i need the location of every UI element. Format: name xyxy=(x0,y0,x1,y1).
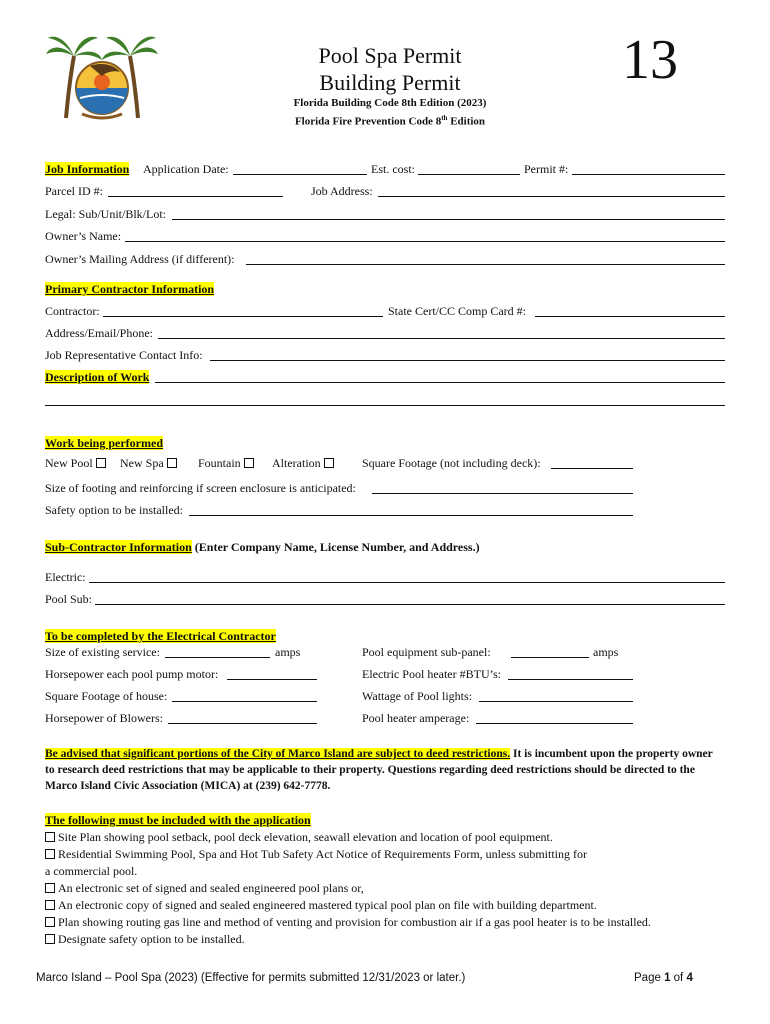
description-row xyxy=(45,370,149,385)
contractor-label: Contractor: xyxy=(45,304,100,318)
work-heading-row xyxy=(45,436,163,451)
requirements-heading-row xyxy=(45,813,311,828)
sub-panel-unit: amps xyxy=(593,645,619,659)
new-spa-option[interactable]: New Spa xyxy=(120,456,180,471)
fire-code-line: Florida Fire Prevention Code 8th Edition xyxy=(294,114,486,128)
checkbox-icon[interactable] xyxy=(167,458,177,468)
checkbox-icon[interactable] xyxy=(45,849,55,859)
list-item: An electronic set of signed and sealed engineered pool plans or, xyxy=(45,880,735,897)
sub-panel-label: Pool equipment sub-panel: xyxy=(362,645,491,659)
sub-panel-field[interactable] xyxy=(511,645,589,658)
legal-field[interactable] xyxy=(172,207,725,220)
heater-amperage-label: Pool heater amperage: xyxy=(362,711,470,725)
electrical-heading-row xyxy=(45,629,276,644)
application-date-label: Application Date: xyxy=(143,162,229,176)
subcontractor-heading-row xyxy=(45,540,480,555)
pump-hp-label: Horsepower each pool pump motor: xyxy=(45,667,219,681)
job-rep-label: Job Representative Contact Info: xyxy=(45,348,203,362)
house-sqft-field[interactable] xyxy=(172,689,317,702)
house-sqft-label: Square Footage of house: xyxy=(45,689,168,703)
description-heading: Description of Work xyxy=(45,370,150,384)
owners-mailing-label: Owner’s Mailing Address (if different): xyxy=(45,252,235,266)
electric-field[interactable] xyxy=(89,570,725,583)
footing-field[interactable] xyxy=(372,481,633,494)
permit-number-label: Permit #: xyxy=(524,162,569,176)
checkbox-icon[interactable] xyxy=(45,883,55,893)
square-footage-label: Square Footage (not including deck): xyxy=(362,456,541,470)
contractor-heading: Primary Contractor Information xyxy=(45,282,215,296)
footing-label: Size of footing and reinforcing if screen enclosure is anticipated: xyxy=(45,481,356,495)
deed-restriction-text: It is incumbent upon the property owner to research deed restrictions that may be applicable to their property. Questions regarding deed restrictions should be directed to the Marco Island Civic Association (MICA) at (239) 642-7778. xyxy=(45,748,713,792)
footer-left: Marco Island – Pool Spa (2023) (Effective for permits submitted 12/31/2023 or later.) xyxy=(36,972,466,984)
title-line-1: Pool Spa Permit xyxy=(318,43,462,68)
subcontractor-heading: Sub-Contractor Information xyxy=(45,540,192,554)
city-seal-logo xyxy=(44,26,160,122)
job-address-field[interactable] xyxy=(378,184,725,197)
electric-label: Electric: xyxy=(45,570,86,584)
checkbox-icon[interactable] xyxy=(45,832,55,842)
heater-btu-label: Electric Pool heater #BTU’s: xyxy=(362,667,501,681)
checkbox-icon[interactable] xyxy=(244,458,254,468)
parcel-id-field[interactable] xyxy=(108,184,283,197)
requirements-list xyxy=(45,829,735,948)
checkbox-icon[interactable] xyxy=(96,458,106,468)
legal-label: Legal: Sub/Unit/Blk/Lot: xyxy=(45,207,166,221)
work-heading: Work being performed xyxy=(45,436,163,450)
building-code-line: Florida Building Code 8th Edition (2023) xyxy=(293,97,487,109)
owners-name-label: Owner’s Name: xyxy=(45,229,122,243)
est-cost-field[interactable] xyxy=(418,162,520,175)
owners-name-field[interactable] xyxy=(125,229,725,242)
existing-service-field[interactable] xyxy=(165,645,270,658)
pool-sub-label: Pool Sub: xyxy=(45,592,93,606)
address-email-phone-label: Address/Email/Phone: xyxy=(45,326,153,340)
code-editions xyxy=(250,96,530,130)
contractor-heading-row xyxy=(45,282,214,297)
new-pool-option[interactable]: New Pool xyxy=(45,456,109,471)
list-item: An electronic copy of signed and sealed engineered mastered typical pool plan on file with building department. xyxy=(45,897,735,914)
checkbox-icon[interactable] xyxy=(45,917,55,927)
blowers-hp-label: Horsepower of Blowers: xyxy=(45,711,163,725)
subcontractor-note: (Enter Company Name, License Number, and Address.) xyxy=(191,540,480,554)
list-item: Residential Swimming Pool, Spa and Hot Tub Safety Act Notice of Requirements Form, unless submitting for xyxy=(45,846,735,863)
checkbox-icon[interactable] xyxy=(45,900,55,910)
address-email-phone-field[interactable] xyxy=(158,326,725,339)
alteration-option[interactable]: Alteration xyxy=(272,456,337,471)
existing-service-unit: amps xyxy=(275,645,301,659)
square-footage-field[interactable] xyxy=(551,456,633,469)
blowers-hp-field[interactable] xyxy=(168,711,317,724)
fountain-option[interactable]: Fountain xyxy=(198,456,257,471)
requirements-heading: The following must be included with the application xyxy=(45,813,311,827)
job-info-heading: Job Information xyxy=(45,162,130,176)
electrical-heading: To be completed by the Electrical Contractor xyxy=(45,629,276,643)
permit-number-field[interactable] xyxy=(572,162,725,175)
application-date-field[interactable] xyxy=(233,162,367,175)
lights-wattage-label: Wattage of Pool lights: xyxy=(362,689,473,703)
existing-service-label: Size of existing service: xyxy=(45,645,160,659)
page-title xyxy=(250,42,530,96)
lights-wattage-field[interactable] xyxy=(479,689,633,702)
pool-sub-field[interactable] xyxy=(95,592,725,605)
contractor-field[interactable] xyxy=(103,304,383,317)
state-cert-field[interactable] xyxy=(535,304,725,317)
page-number: Page 1 of 4 xyxy=(634,972,693,984)
parcel-id-label: Parcel ID #: xyxy=(45,184,103,198)
checkbox-icon[interactable] xyxy=(324,458,334,468)
description-field-2[interactable] xyxy=(45,393,725,406)
state-cert-label: State Cert/CC Comp Card #: xyxy=(388,304,526,318)
safety-field[interactable] xyxy=(189,503,633,516)
deed-restriction-highlight: Be advised that significant portions of the City of Marco Island are subject to deed restrictions. xyxy=(45,748,511,760)
heater-amperage-field[interactable] xyxy=(476,711,633,724)
job-address-label: Job Address: xyxy=(311,184,373,198)
form-number: 13 xyxy=(622,29,678,91)
title-line-2: Building Permit xyxy=(319,70,461,95)
job-info-row xyxy=(45,162,129,177)
deed-restriction-notice xyxy=(45,746,715,794)
description-field-1[interactable] xyxy=(155,370,725,383)
heater-btu-field[interactable] xyxy=(508,667,633,680)
pump-hp-field[interactable] xyxy=(227,667,317,680)
job-rep-field[interactable] xyxy=(210,348,725,361)
checkbox-icon[interactable] xyxy=(45,934,55,944)
list-item: Designate safety option to be installed. xyxy=(45,931,735,948)
safety-label: Safety option to be installed: xyxy=(45,503,183,517)
est-cost-label: Est. cost: xyxy=(371,162,415,176)
owners-mailing-field[interactable] xyxy=(246,252,725,265)
list-item: Plan showing routing gas line and method of venting and provision for combustion air if a gas pool heater is to be installed. xyxy=(45,914,735,931)
list-item: Site Plan showing pool setback, pool deck elevation, seawall elevation and location of pool equipment. xyxy=(45,829,735,846)
list-item-continuation: a commercial pool. xyxy=(45,864,138,878)
